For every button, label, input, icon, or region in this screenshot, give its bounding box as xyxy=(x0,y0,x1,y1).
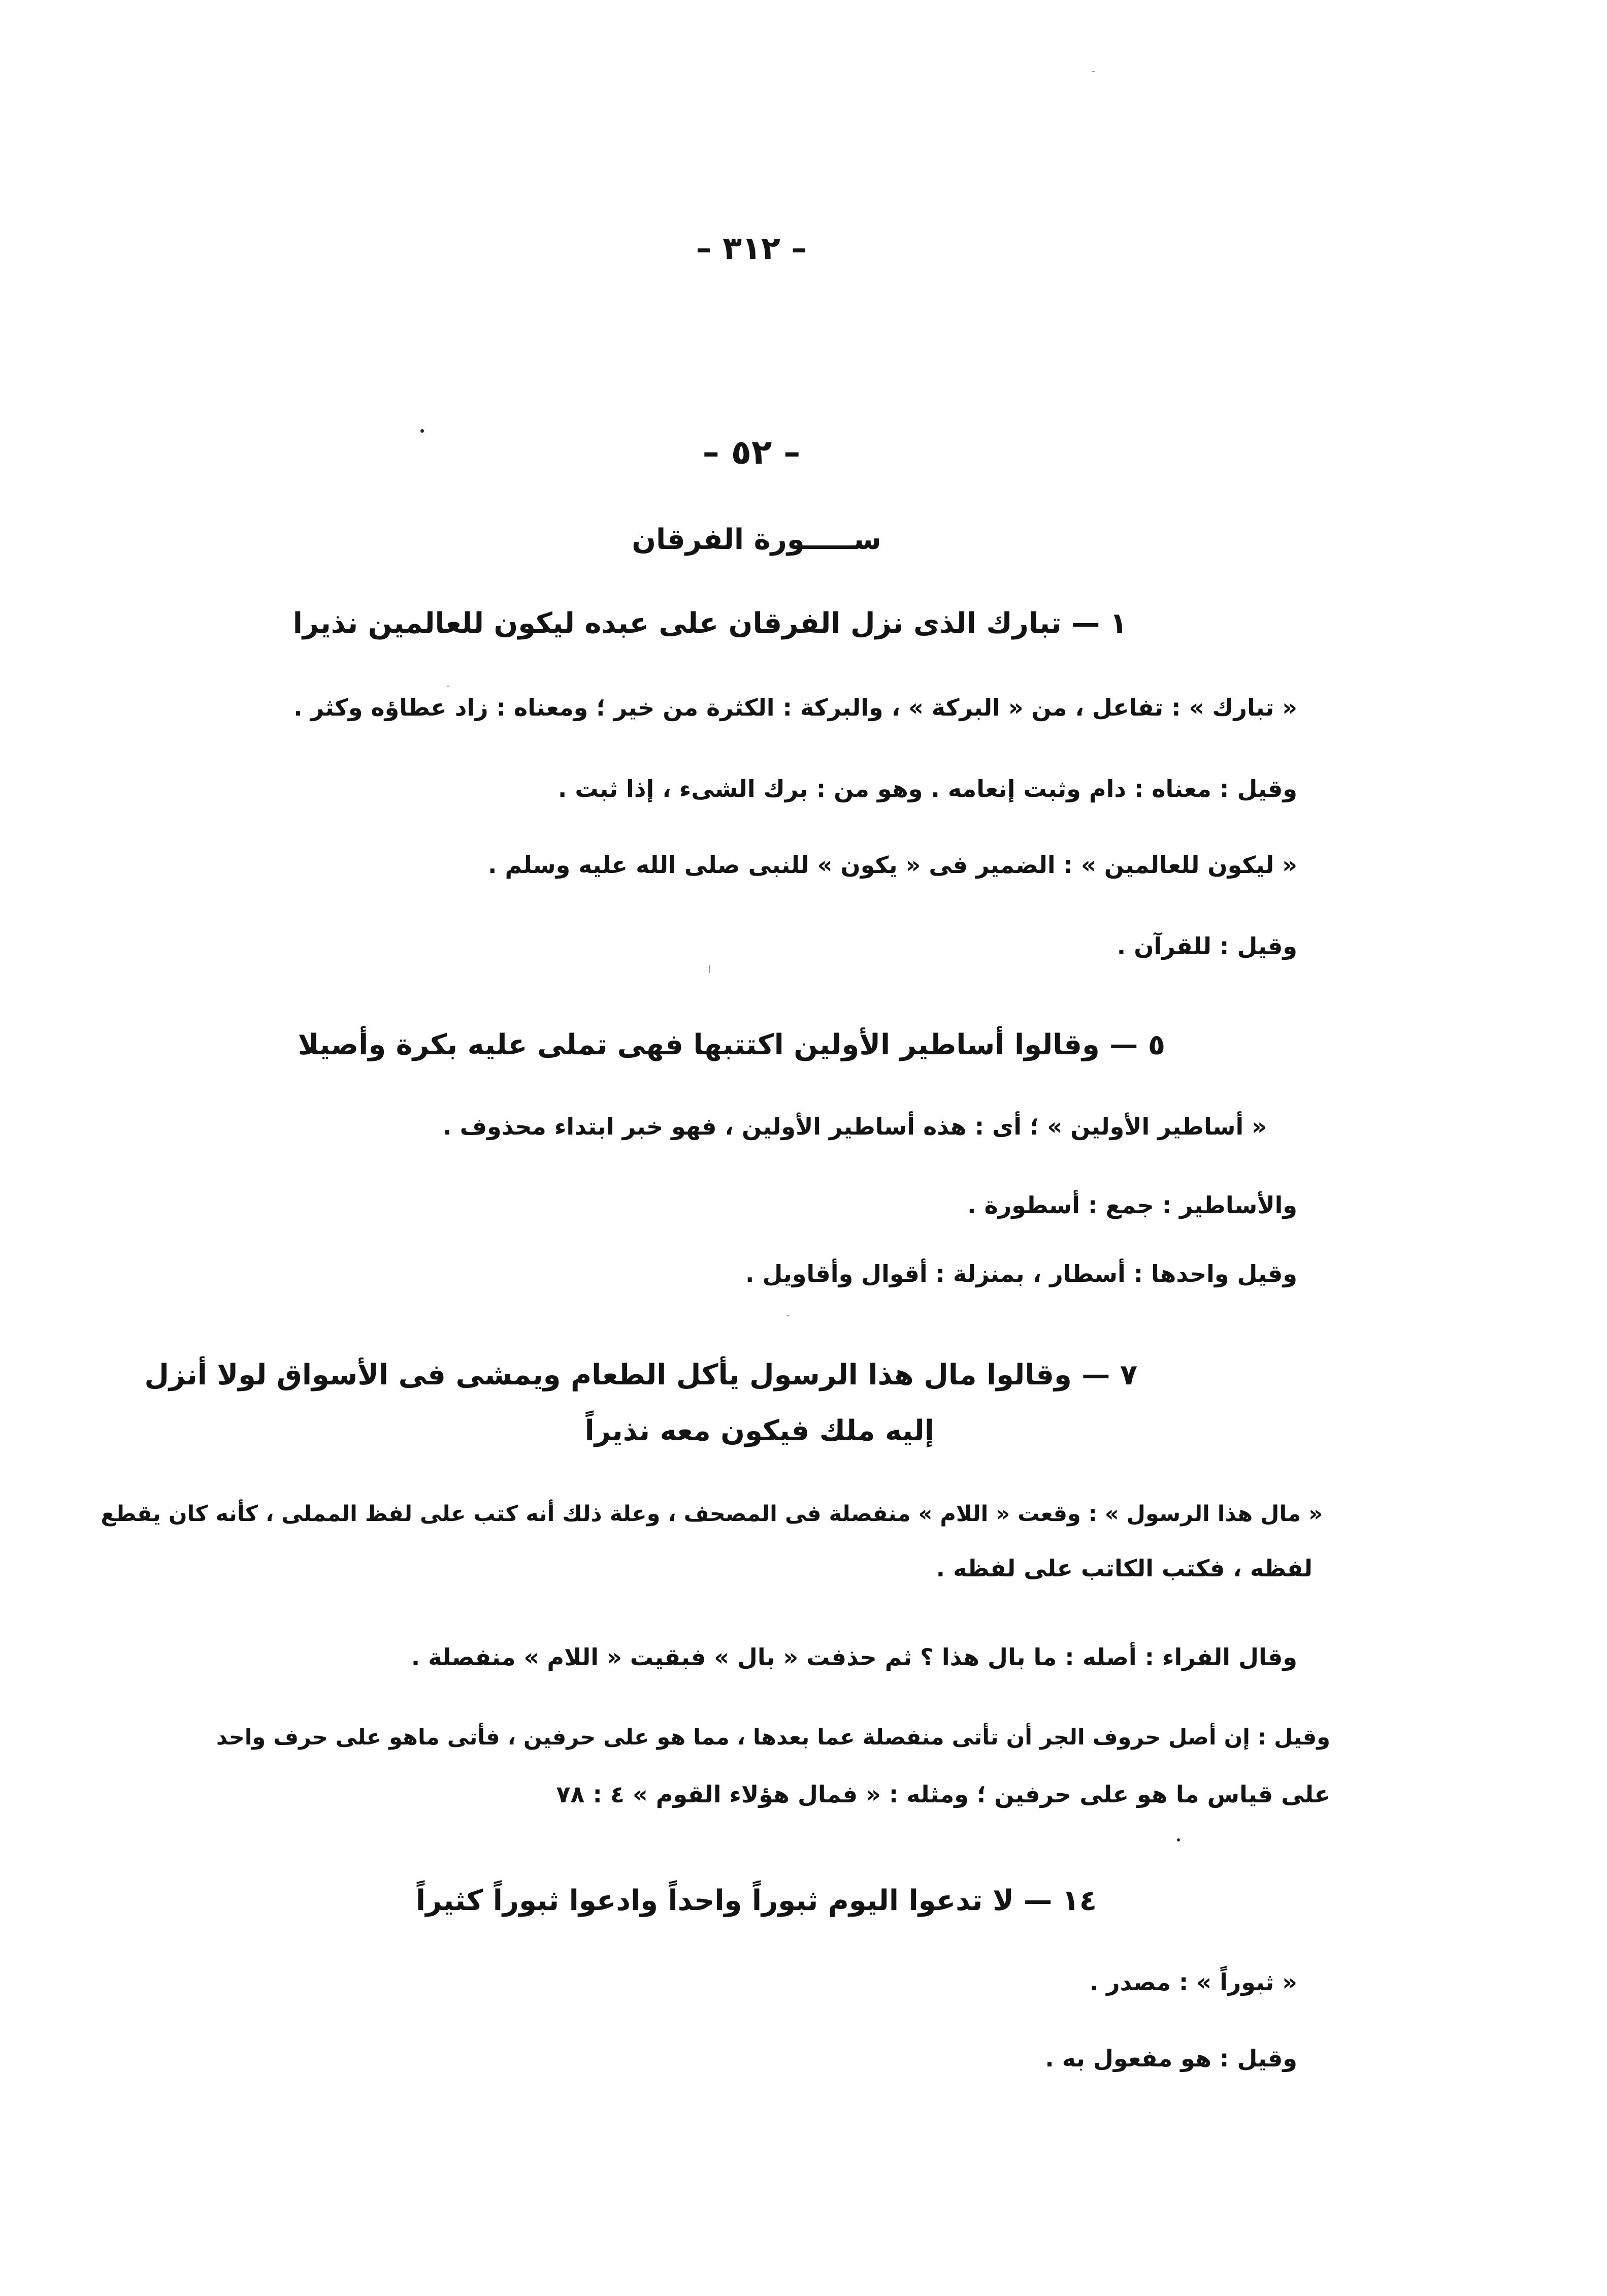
surah-title: ســـــورة الفرقان xyxy=(632,523,881,556)
section-number: – ٥٢ – xyxy=(702,433,801,472)
verse-7: ٧ — وقالوا مال هذا الرسول يأكل الطعام ويمشى فى الأسواق لولا أنزل xyxy=(144,1359,1137,1392)
verse-7-continued: إليه ملك فيكون معه نذيراً xyxy=(584,1414,934,1447)
commentary-line: وقيل : للقرآن . xyxy=(1117,932,1297,960)
commentary-line: على قياس ما هو على حرفين ؛ ومثله : « فمال هؤلاء القوم » ٤ : ٧٨ xyxy=(556,1781,1330,1808)
commentary-line: « ليكون للعالمين » : الضمير فى « يكون » للنبى صلى الله عليه وسلم . xyxy=(488,851,1297,879)
scan-speck xyxy=(1177,1838,1180,1841)
scan-mark xyxy=(447,686,449,687)
commentary-line: وقيل : إن أصل حروف الجر أن تأتى منفصلة عما بعدها ، مما هو على حرفين ، فأتى ماهو على حرف واحد xyxy=(216,1725,1330,1750)
commentary-line: والأساطير : جمع : أسطورة . xyxy=(967,1191,1297,1219)
commentary-line: وقيل واحدها : أسطار ، بمنزلة : أقوال وأقاويل . xyxy=(745,1260,1297,1287)
commentary-line: « تبارك » : تفاعل ، من « البركة » ، والبركة : الكثرة من خير ؛ ومعناه : زاد عطاؤه وكثر . xyxy=(293,694,1297,721)
scan-mark xyxy=(787,1315,790,1316)
page-number: – ٣١٢ – xyxy=(696,230,807,267)
commentary-line: « مال هذا الرسول » : وقعت « اللام » منفصلة فى المصحف ، وعلة ذلك أنه كتب على لفظ المملى ، كأنه كان يقطع xyxy=(101,1501,1323,1527)
commentary-line: وقيل : معناه : دام وثبت إنعامه . وهو من : برك الشىء ، إذا ثبت . xyxy=(557,775,1297,802)
verse-14: ١٤ — لا تدعوا اليوم ثبوراً واحداً وادعوا ثبوراً كثيراً xyxy=(415,1884,1097,1917)
scan-mark xyxy=(1092,71,1095,72)
commentary-line: وقال الفراء : أصله : ما بال هذا ؟ ثم حذفت « بال » فبقيت « اللام » منفصلة . xyxy=(411,1643,1297,1671)
scan-speck xyxy=(420,429,424,433)
commentary-line: وقيل : هو مفعول به . xyxy=(1045,2045,1297,2072)
commentary-line: لفظه ، فكتب الكاتب على لفظه . xyxy=(936,1555,1313,1582)
scan-mark xyxy=(709,965,710,973)
commentary-line: « ثبوراً » : مصدر . xyxy=(1089,1968,1297,1996)
verse-1: ١ — تبارك الذى نزل الفرقان على عبده ليكون للعالمين نذيرا xyxy=(292,607,1127,640)
verse-5: ٥ — وقالوا أساطير الأولين اكتتبها فهى تملى عليه بكرة وأصيلا xyxy=(298,1028,1165,1061)
commentary-line: « أساطير الأولين » ؛ أى : هذه أساطير الأولين ، فهو خبر ابتداء محذوف . xyxy=(443,1113,1267,1140)
